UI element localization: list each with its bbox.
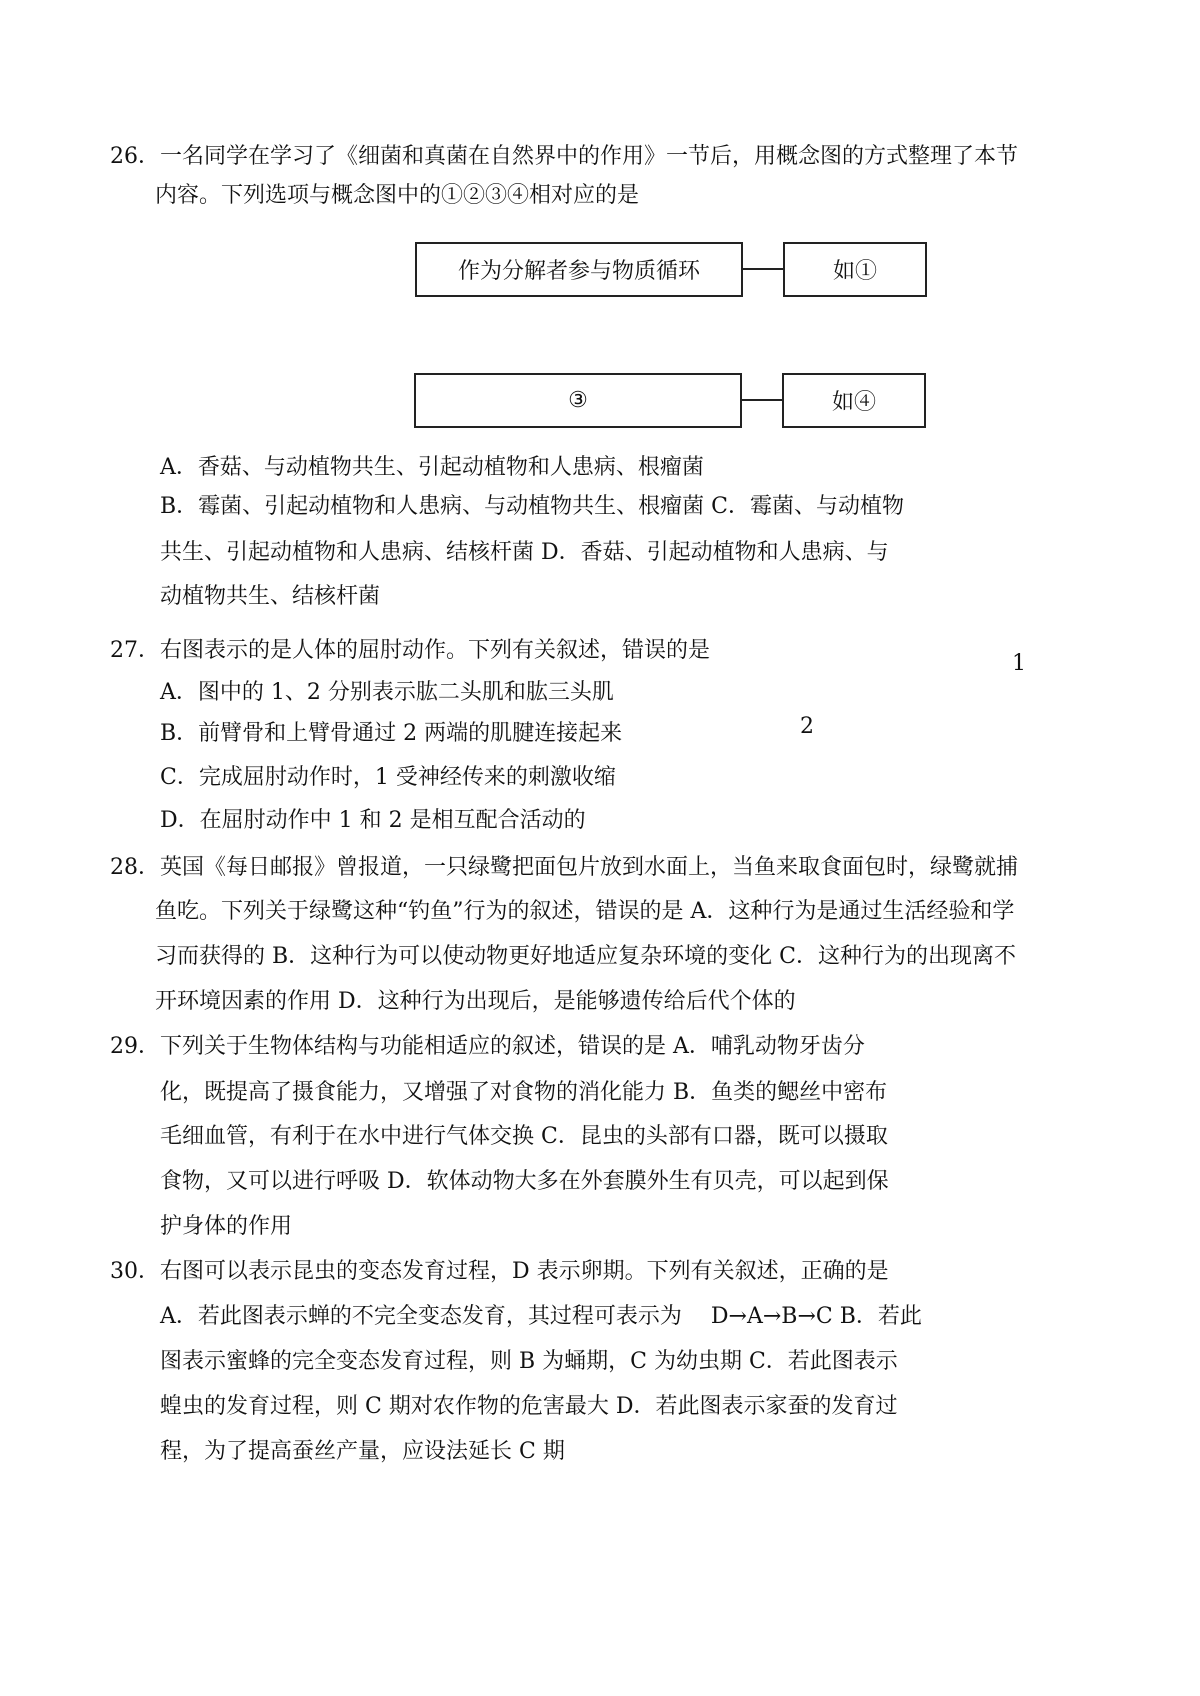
example-4-box: 如④ bbox=[782, 373, 926, 428]
q29-line-3: 毛细血管，有利于在水中进行气体交换 C．昆虫的头部有口器，既可以摄取 bbox=[160, 1124, 888, 1149]
connector-top bbox=[743, 268, 783, 270]
q26-stem-line-1: 26．一名同学在学习了《细菌和真菌在自然界中的作用》一节后，用概念图的方式整理了本节 bbox=[110, 144, 1018, 169]
figure-label-2: 2 bbox=[800, 714, 814, 739]
q28-line-3: 习而获得的 B．这种行为可以使动物更好地适应复杂环境的变化 C．这种行为的出现离不 bbox=[155, 944, 1016, 969]
q26-option-line-2: B．霉菌、引起动植物和人患病、与动植物共生、根瘤菌 C．霉菌、与动植物 bbox=[160, 494, 904, 519]
decomposer-box: 作为分解者参与物质循环 bbox=[415, 242, 743, 297]
q30-line-1: 30．右图可以表示昆虫的变态发育过程，D 表示卵期。下列有关叙述，正确的是 bbox=[110, 1259, 889, 1284]
q28-line-2: 鱼吃。下列关于绿鹭这种“钓鱼”行为的叙述，错误的是 A．这种行为是通过生活经验和学 bbox=[155, 899, 1015, 924]
q30-line-2: A．若此图表示蝉的不完全变态发育，其过程可表示为 D→A→B→C B．若此 bbox=[160, 1304, 922, 1329]
q29-line-2: 化，既提高了摄食能力，又增强了对食物的消化能力 B．鱼类的鳃丝中密布 bbox=[160, 1080, 888, 1105]
q26-option-line-3: 共生、引起动植物和人患病、结核杆菌 D．香菇、引起动植物和人患病、与 bbox=[160, 540, 889, 565]
q30-line-5: 程，为了提高蚕丝产量，应设法延长 C 期 bbox=[160, 1439, 565, 1464]
q26-option-line-4: 动植物共生、结核杆菌 bbox=[160, 584, 381, 609]
q29-line-4: 食物，又可以进行呼吸 D．软体动物大多在外套膜外生有贝壳，可以起到保 bbox=[160, 1169, 889, 1194]
connector-bottom bbox=[742, 399, 782, 401]
q29-line-1: 29．下列关于生物体结构与功能相适应的叙述，错误的是 A．哺乳动物牙齿分 bbox=[110, 1034, 865, 1059]
q30-line-4: 蝗虫的发育过程，则 C 期对农作物的危害最大 D．若此图表示家蚕的发育过 bbox=[160, 1394, 898, 1419]
q28-line-4: 开环境因素的作用 D．这种行为出现后，是能够遗传给后代个体的 bbox=[155, 989, 796, 1014]
q27-stem: 27．右图表示的是人体的屈肘动作。下列有关叙述，错误的是 bbox=[110, 638, 710, 663]
q28-line-1: 28．英国《每日邮报》曾报道，一只绿鹭把面包片放到水面上，当鱼来取食面包时，绿鹭就捕 bbox=[110, 855, 1018, 880]
q26-option-line-1: A．香菇、与动植物共生、引起动植物和人患病、根瘤菌 bbox=[160, 455, 704, 480]
q27-option-b: B．前臂骨和上臂骨通过 2 两端的肌腱连接起来 bbox=[160, 721, 623, 746]
q27-option-c: C．完成屈肘动作时，1 受神经传来的刺激收缩 bbox=[160, 765, 616, 790]
q27-option-a: A．图中的 1、2 分别表示肱二头肌和肱三头肌 bbox=[160, 680, 614, 705]
q26-stem-line-2: 内容。下列选项与概念图中的①②③④相对应的是 bbox=[155, 183, 640, 208]
example-1-box: 如① bbox=[783, 242, 927, 297]
q27-option-d: D．在屈肘动作中 1 和 2 是相互配合活动的 bbox=[160, 808, 586, 833]
q30-line-3: 图表示蜜蜂的完全变态发育过程，则 B 为蛹期，C 为幼虫期 C．若此图表示 bbox=[160, 1349, 898, 1374]
q29-line-5: 护身体的作用 bbox=[160, 1214, 293, 1239]
blank-3-box: ③ bbox=[414, 373, 742, 428]
figure-label-1: 1 bbox=[1012, 651, 1026, 676]
